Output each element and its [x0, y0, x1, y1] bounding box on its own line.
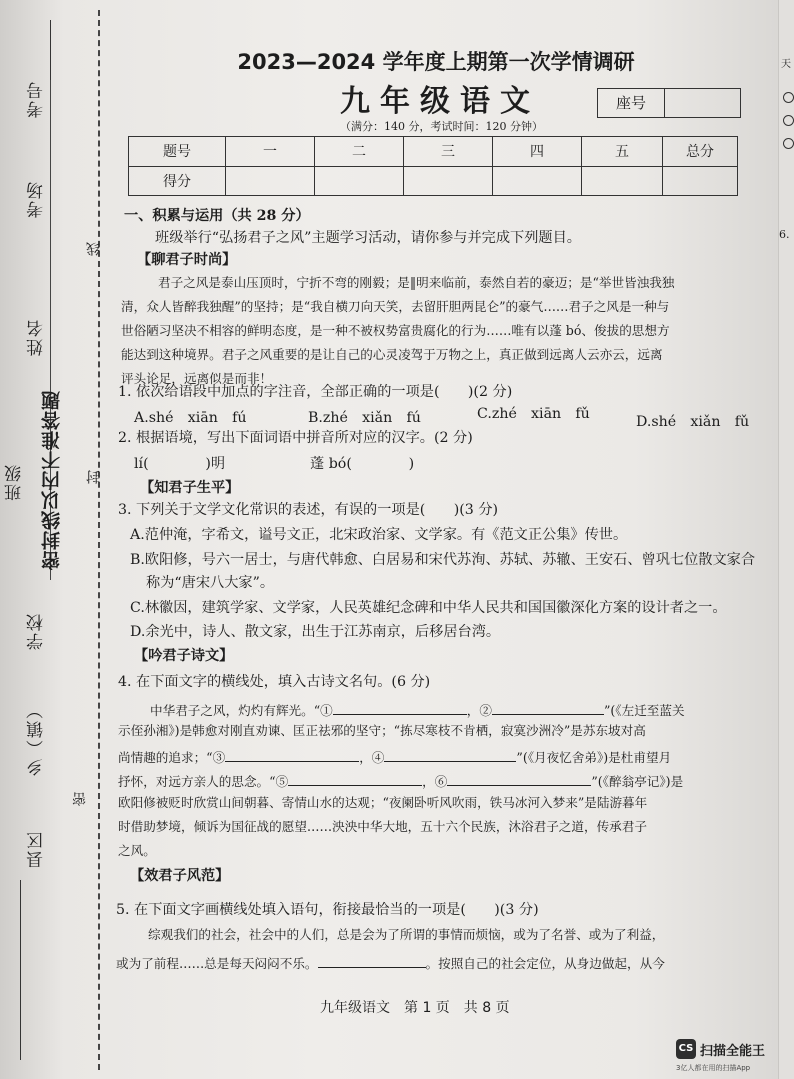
q4-line-1-b: ，②	[466, 703, 492, 718]
next-page-qnum: 6.	[779, 228, 790, 241]
q4-line-4	[118, 771, 683, 789]
passage-line-3: 世俗陋习坚决不相容的鲜明态度，是一种不被权势富贵腐化的行为……唯有以蓬 bó、俊拔的思想方	[121, 323, 670, 338]
q4-line-4-b: ，⑥	[422, 774, 448, 789]
exam-title: 2023—2024 学年度上期第一次学情调研	[237, 50, 635, 74]
q4-blank-6[interactable]	[447, 771, 591, 786]
passage-line-4: 能达到这种境界。君子之风重要的是让自己的心灵凌驾于万物之上，真正做到远离人云亦云，远离	[121, 347, 663, 362]
seat-value[interactable]	[665, 89, 740, 117]
q5-line-2-a: 或为了前程……总是每天闷闷不乐。	[116, 956, 318, 971]
kaohao-line	[50, 20, 51, 80]
question-4: 4. 在下面文字的横线处，填入古诗文名句。(6 分)	[118, 674, 431, 690]
binding-xiang: 乡（镇）	[27, 700, 47, 776]
score-header-row	[129, 137, 738, 167]
score-cell-5[interactable]	[582, 166, 663, 196]
q3-option-c[interactable]: C.林徽因，建筑学家、文学家，人民英雄纪念碑和中华人民共和国国徽深化方案的设计者之一。	[130, 600, 727, 616]
next-page-radio-1	[783, 92, 794, 103]
seal-xian: 线	[86, 240, 102, 256]
binding-kaochang: 考场	[27, 180, 47, 218]
score-head-5: 五	[582, 137, 663, 167]
subject-title: 九年级语文	[340, 84, 540, 119]
score-head-4: 四	[493, 137, 582, 167]
next-page-edge	[778, 0, 794, 1079]
watermark-name: 扫描全能王	[700, 1044, 766, 1059]
binding-banji: 班级	[5, 463, 25, 501]
q4-line-3-b: ，④	[359, 750, 385, 765]
q4-line-3-a: 尚情趣的追求；“③	[118, 750, 226, 765]
heading-zhi: 【知君子生平】	[140, 480, 240, 496]
score-cell-total[interactable]	[663, 166, 738, 196]
watermark-tagline: 3亿人都在用的扫描App	[676, 1064, 751, 1072]
q4-line-1-c: ”(《左迁至蓝关	[603, 703, 685, 718]
passage-line-1: 君子之风是泰山压顶时，宁折不弯的刚毅；是‖明来临前，泰然自若的豪迈；是“举世皆浊我独	[158, 275, 675, 290]
q4-blank-2[interactable]	[492, 700, 604, 715]
q5-line-2-b: 。按照自己的社会定位，从身边做起，从今	[425, 956, 665, 971]
q4-line-6: 时借助梦境，倾诉为国征战的愿望……泱泱中华大地，五十六个民族，沐浴君子之道，传承君子	[118, 819, 647, 834]
score-table	[128, 136, 738, 196]
binding-xingming: 姓名	[27, 318, 47, 356]
camscanner-logo-icon: CS	[676, 1039, 696, 1059]
q2-word-a[interactable]: lí( )明	[134, 456, 226, 472]
q4-blank-3[interactable]	[225, 747, 359, 762]
xian-line	[20, 880, 21, 1060]
q1-option-b[interactable]: B.zhé xiǎn fú	[308, 410, 421, 426]
score-head-0: 题号	[129, 137, 226, 167]
seat-number-box[interactable]	[597, 88, 741, 118]
q5-blank[interactable]	[318, 953, 426, 968]
page-footer: 九年级语文 第 1 页 共 8 页	[320, 1000, 510, 1016]
q1-option-a[interactable]: A.shé xiān fú	[134, 410, 247, 426]
q1-option-c[interactable]: C.zhé xiān fǔ	[477, 406, 590, 422]
heading-yin: 【吟君子诗文】	[134, 648, 234, 664]
section-title: 一、积累与运用（共 28 分）	[124, 208, 310, 224]
heading-liao: 【聊君子时尚】	[137, 252, 237, 268]
score-head-1: 一	[226, 137, 315, 167]
score-row-label: 得分	[129, 166, 226, 196]
q4-line-3-c: ”(《月夜忆舍弟》)是杜甫望月	[516, 750, 672, 765]
q4-line-3	[118, 747, 671, 765]
q4-blank-4[interactable]	[384, 747, 516, 762]
q4-blank-1[interactable]	[333, 700, 467, 715]
score-cell-2[interactable]	[315, 166, 404, 196]
binding-xian: 县区	[27, 830, 47, 868]
q4-line-7: 之风。	[118, 843, 156, 858]
heading-xiao: 【效君子风范】	[130, 868, 230, 884]
q3-option-b-line2: 称为“唐宋八大家”。	[146, 575, 275, 591]
score-head-total: 总分	[663, 137, 738, 167]
q3-option-a[interactable]: A.范仲淹，字希文，谥号文正，北宋政治家、文学家。有《范文正公集》传世。	[130, 527, 628, 543]
score-cell-4[interactable]	[493, 166, 582, 196]
question-3: 3. 下列关于文学文化常识的表述，有误的一项是( )(3 分)	[118, 502, 499, 518]
score-head-2: 二	[315, 137, 404, 167]
next-page-radio-2	[783, 115, 794, 126]
scanner-watermark	[676, 1037, 788, 1075]
q2-word-b[interactable]: 蓬 bó( )	[310, 456, 415, 472]
q1-option-d[interactable]: D.shé xiǎn fǔ	[636, 414, 750, 430]
question-5: 5. 在下面文字画横线处填入语句，衔接最恰当的一项是( )(3 分)	[116, 902, 539, 918]
q3-option-b-line1[interactable]: B.欧阳修，号六一居士，与唐代韩愈、白居易和宋代苏洵、苏轼、苏辙、王安石、曾巩七位散文家合	[130, 552, 756, 568]
q4-line-1-a: 中华君子之风，灼灼有辉光。“①	[150, 703, 333, 718]
q4-line-5: 欧阳修被贬时欣赏山间朝暮、寄情山水的达观；“夜阑卧听风吹雨，铁马冰河入梦来”是陆游暮年	[118, 795, 648, 810]
q4-line-4-c: ”(《醉翁亭记》)是	[591, 774, 684, 789]
binding-kaohao: 考号	[27, 80, 47, 118]
score-cell-1[interactable]	[226, 166, 315, 196]
q5-line-2	[116, 953, 665, 971]
seat-label: 座号	[598, 89, 665, 117]
question-1: 1. 依次给语段中加点的字注音，全部正确的一项是( )(2 分)	[118, 384, 513, 400]
seal-notice: 密封线以内不准答题	[41, 390, 63, 570]
seal-mi: 密	[72, 790, 88, 806]
exam-info: （满分：140 分，考试时间：120 分钟）	[340, 120, 543, 133]
passage-line-5: 评头论足，远离似是而非！	[121, 371, 273, 386]
score-head-3: 三	[404, 137, 493, 167]
question-2: 2. 根据语境，写出下面词语中拼音所对应的汉字。(2 分)	[118, 430, 473, 446]
score-value-row	[129, 166, 738, 196]
section-intro: 班级举行“弘扬君子之风”主题学习活动，请你参与并完成下列题目。	[155, 230, 581, 246]
q3-option-d[interactable]: D.余光中，诗人、散文家，出生于江苏南京，后移居台湾。	[130, 624, 501, 640]
q4-line-2: 示侄孙湘》)是韩愈对刚直劝谏、匡正祛邪的坚守；“拣尽寒枝不肯栖，寂寞沙洲冷”是苏东坡对高	[118, 723, 646, 738]
seal-feng: 封	[86, 468, 102, 484]
binding-xuexiao: 学校	[27, 612, 47, 650]
q4-line-1	[150, 700, 685, 718]
q5-line-1: 综观我们的社会，社会中的人们，总是会为了所谓的事情而烦恼，或为了名誉、或为了利益，	[148, 927, 665, 942]
q4-blank-5[interactable]	[288, 771, 422, 786]
score-cell-3[interactable]	[404, 166, 493, 196]
seal-line-outer	[98, 10, 100, 1070]
next-page-char: 天	[781, 59, 791, 70]
next-page-radio-3	[783, 138, 794, 149]
q4-line-4-a: 抒怀，对远方亲人的思念。“⑤	[118, 774, 289, 789]
passage-line-2: 清，众人皆醉我独醒”的坚持；是“我自横刀向天笑，去留肝胆两昆仑”的豪气……君子之风是一种与	[121, 299, 670, 314]
